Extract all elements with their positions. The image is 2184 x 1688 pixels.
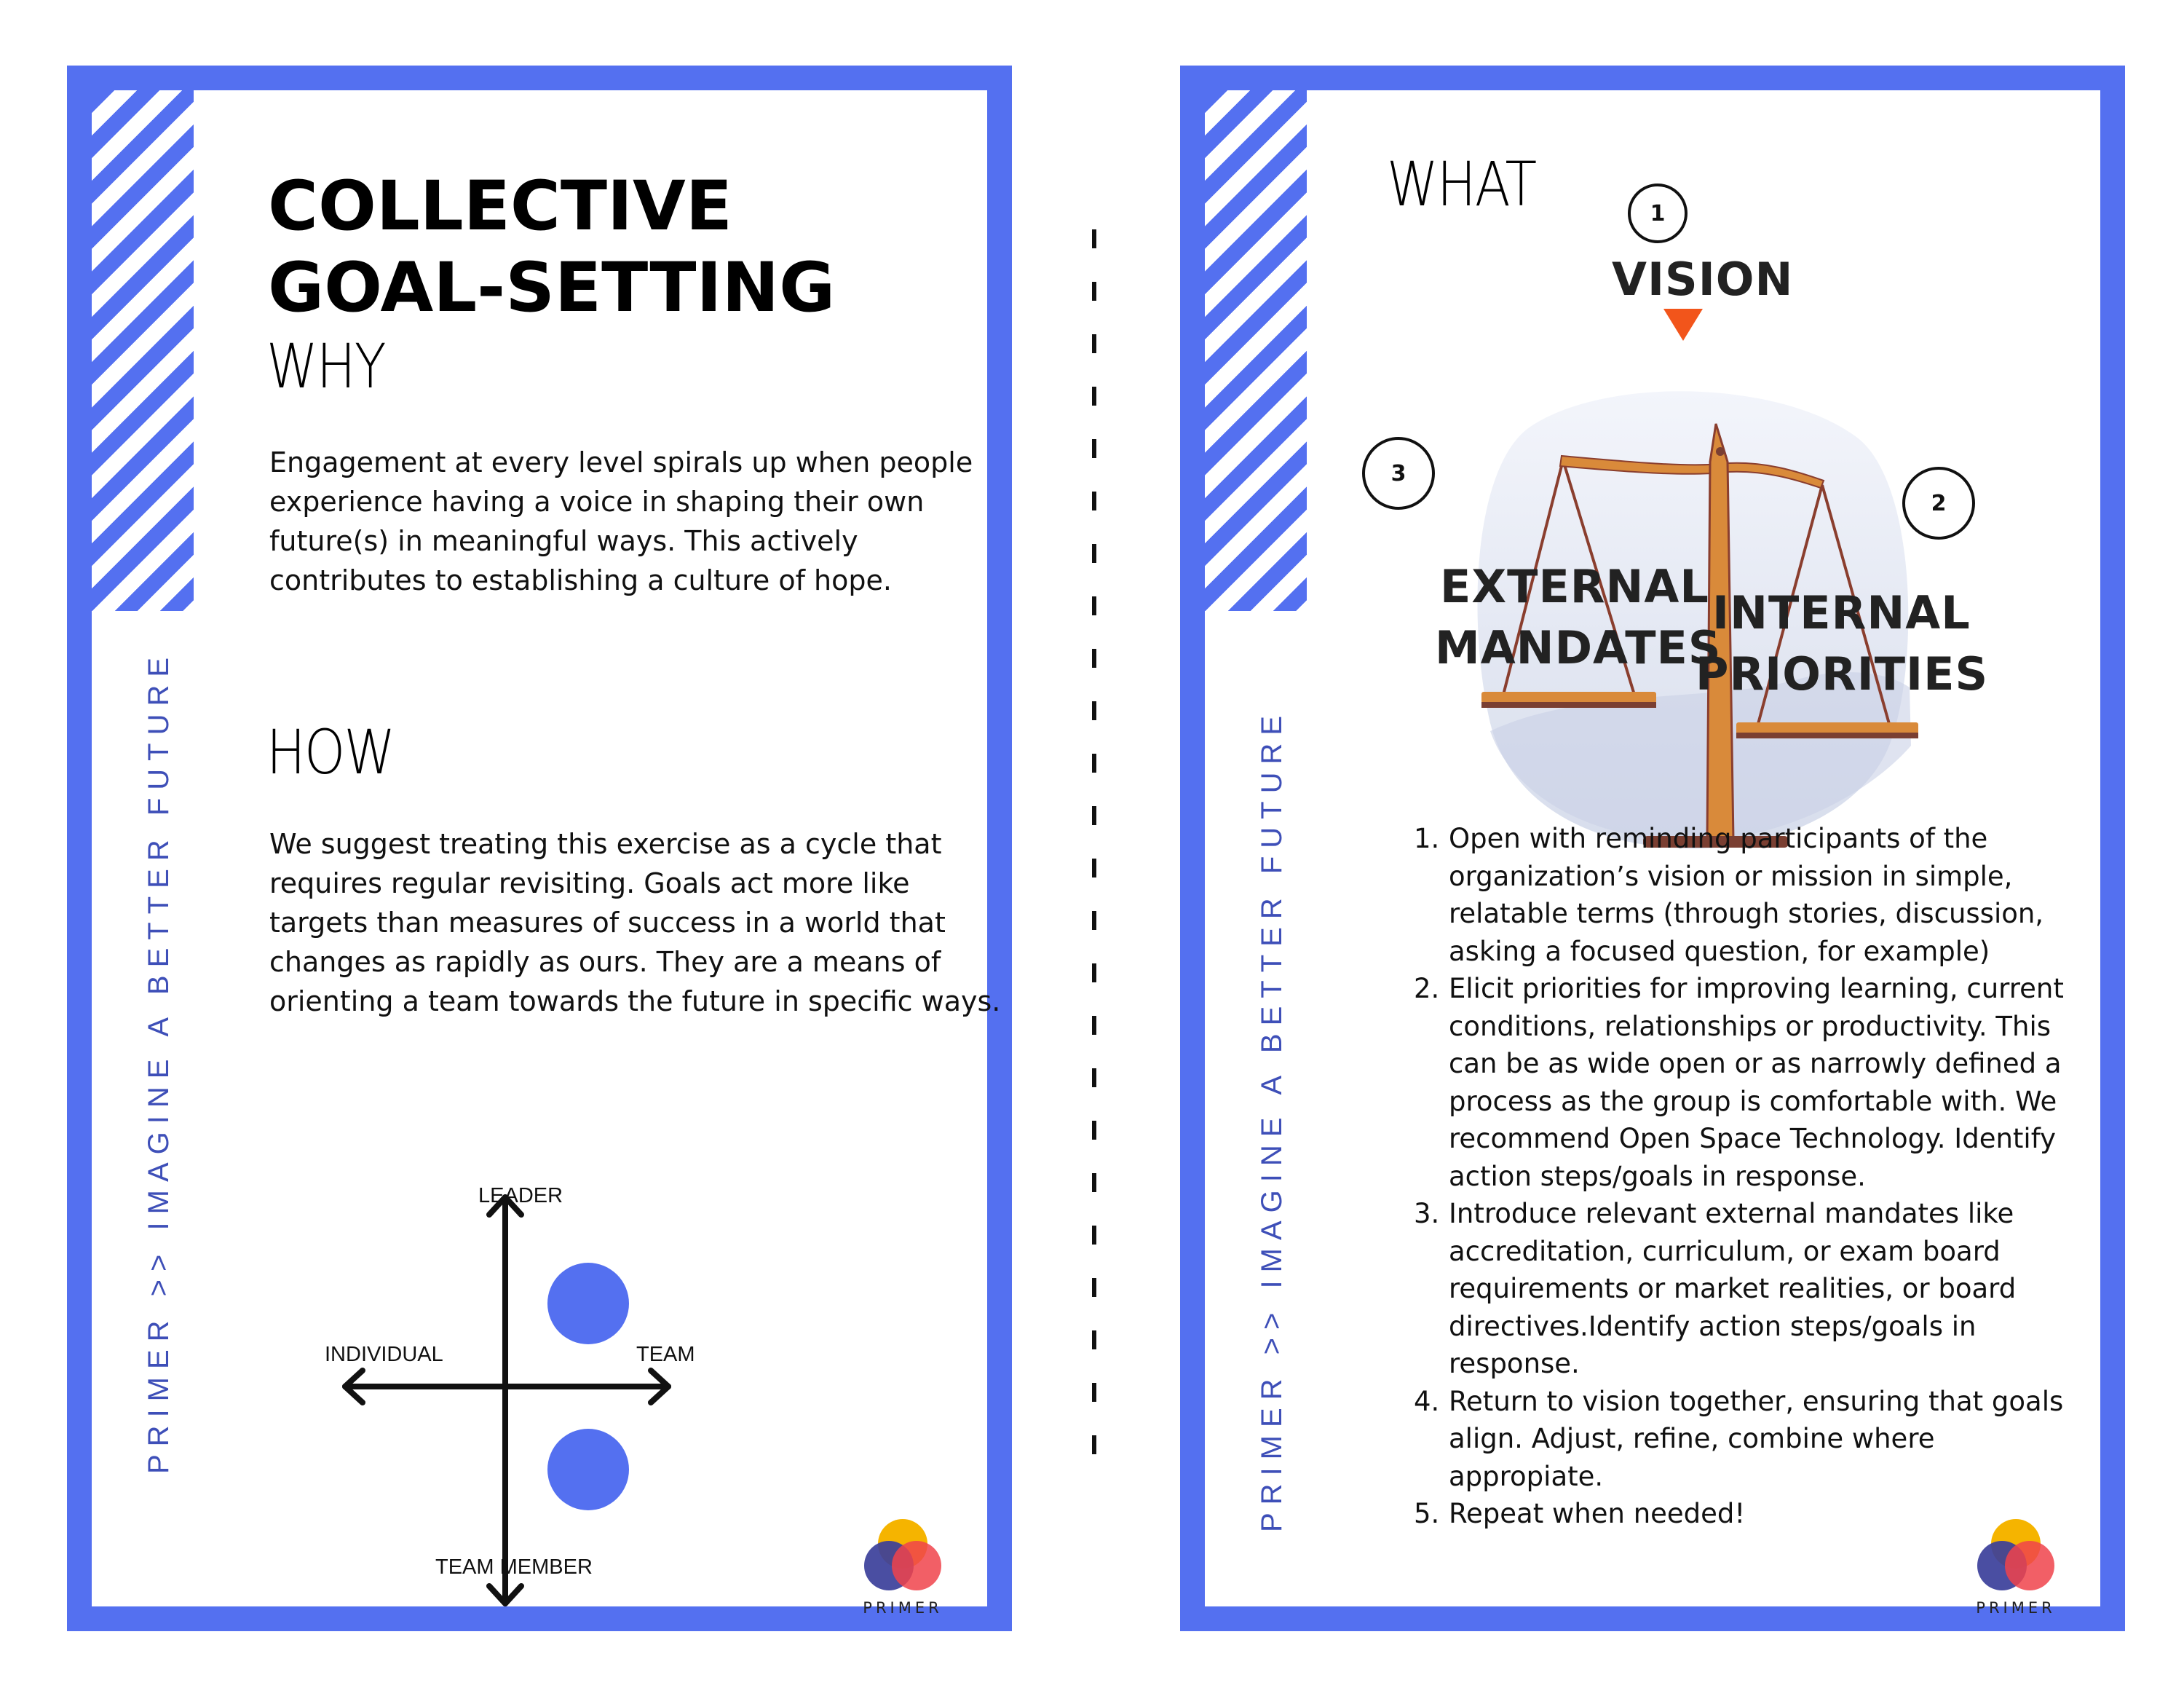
logo-wordmark: PRIMER: [863, 1599, 943, 1617]
step-item: 1. Open with reminding participants of the organization’s vision or mission in simple, relatable terms (through stories, discussion, asking a focused question, for example): [1414, 823, 2044, 967]
step-item: 5. Repeat when needed!: [1414, 1498, 1746, 1529]
internal-priorities-line-1: INTERNAL: [1712, 586, 1971, 639]
vision-pointer-icon: [1663, 309, 1703, 341]
external-mandates-line-2: MANDATES: [1435, 621, 1722, 674]
number-circle-1: 1: [1628, 184, 1688, 243]
card-title: [268, 166, 835, 329]
internal-priorities-line-2: PRIORITIES: [1696, 647, 1989, 701]
side-tagline: PRIMER >> IMAGINE A BETTER FUTURE: [143, 649, 175, 1474]
axis-label-individual: INDIVIDUAL: [325, 1343, 443, 1366]
title-line-2: GOAL-SETTING: [268, 248, 836, 328]
number-circle-3: 3: [1362, 437, 1435, 510]
axis-label-team: TEAM: [636, 1343, 695, 1366]
primer-logo-icon: [855, 1518, 950, 1598]
axis-label-team-member: TEAM MEMBER: [435, 1555, 593, 1579]
upper-blue-dot: [547, 1263, 629, 1344]
vision-label: VISION: [1612, 253, 1794, 306]
why-heading: WHY: [266, 331, 385, 402]
dashed-fold-line: [1092, 229, 1096, 1471]
side-tagline: PRIMER >> IMAGINE A BETTER FUTURE: [1256, 707, 1288, 1532]
right-scale-pan: [1736, 722, 1918, 734]
step-item: 4. Return to vision together, ensuring that goals align. Adjust, refine, combine where appropiate.: [1414, 1385, 2064, 1492]
diagonal-stripe-pattern: [1205, 90, 1307, 611]
left-scale-pan: [1481, 692, 1656, 703]
steps-list: [1414, 820, 2075, 1533]
primer-logo: [1969, 1518, 2063, 1627]
external-mandates-line-1: EXTERNAL: [1440, 560, 1709, 613]
how-paragraph: We suggest treating this exercise as a cycle that requires regular revisiting. Goals act more like targets than measures of success in a world that changes as rapidly as ours. They are a means of orienting a team towards the future in specific ways.: [269, 828, 1001, 1017]
title-line-1: COLLECTIVE: [268, 167, 732, 246]
step-item: 3. Introduce relevant external mandates like accreditation, curriculum, or exam board requirements or market realities, or board directives.Identify action steps/goals in response.: [1414, 1198, 2017, 1379]
what-heading: WHAT: [1387, 149, 1536, 220]
why-paragraph: Engagement at every level spirals up when people experience having a voice in shaping their own future(s) in meaningful ways. This actively contributes to establishing a culture of hope.: [269, 446, 973, 596]
logo-wordmark: PRIMER: [1976, 1599, 2056, 1617]
goal-setting-card-front: [67, 66, 1012, 1631]
how-heading: HOW: [266, 717, 395, 788]
lower-blue-dot: [547, 1429, 629, 1510]
step-item: 2. Elicit priorities for improving learning, current conditions, relationships or productivity. This can be as wide open or as narrowly defined a process as the group is comfortable with. We recommend Open Space Technology. Identify action steps/goals in response.: [1414, 973, 2064, 1192]
diagonal-stripe-pattern: [92, 90, 194, 611]
number-circle-2: 2: [1902, 467, 1975, 540]
primer-logo: [855, 1518, 950, 1627]
axis-label-leader: LEADER: [478, 1184, 563, 1207]
